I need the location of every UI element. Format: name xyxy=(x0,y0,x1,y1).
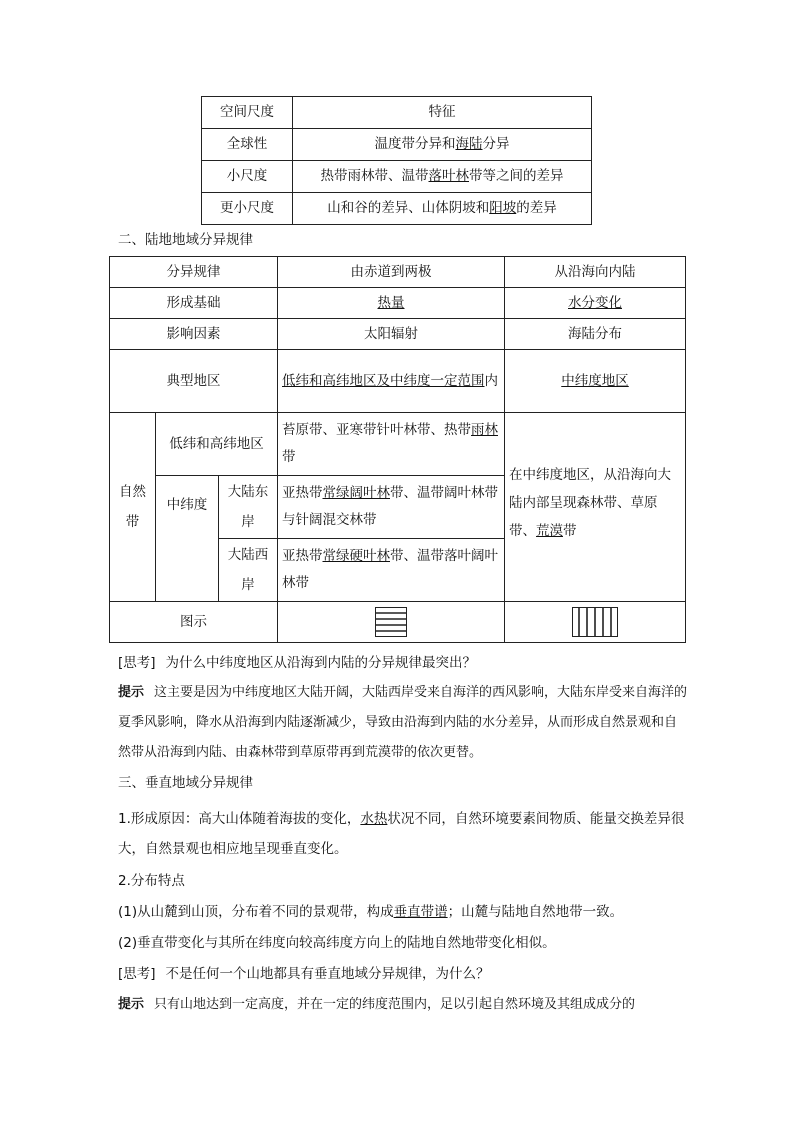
paragraph-distribution: 2.分布特点 xyxy=(118,873,185,889)
think2-question: [思考] 不是任何一个山地都具有垂直地域分异规律，为什么？ xyxy=(118,966,490,982)
scale-cell: 更小尺度 xyxy=(202,193,293,225)
paragraph-cause: 1.形成原因：高大山体随着海拔的变化，水热状况不同，自然环境要素间物质、能量交换差异很大，自然景观也相应地呈现垂直变化。 xyxy=(118,811,685,857)
zone-label: 自然带 xyxy=(110,413,156,602)
diagram-label: 图示 xyxy=(110,602,278,643)
factor-label: 影响因素 xyxy=(110,319,278,350)
west-coast-label: 大陆西岸 xyxy=(219,539,278,602)
feature-cell: 热带雨林带、温带落叶林带等之间的差异 xyxy=(293,161,592,193)
header-scale: 空间尺度 xyxy=(202,97,293,129)
lowhigh-zones: 苔原带、亚寒带针叶林带、热带雨林带 xyxy=(278,413,505,476)
region-equator: 低纬和高纬地区及中纬度一定范围内 xyxy=(278,350,505,413)
think1-hint: 提示 这主要是因为中纬度地区大陆开阔，大陆西岸受来自海洋的西风影响，大陆东岸受来自海洋的夏季风影响，降水从沿海到内陆逐渐减少，导致由沿海到内陆的水分差异，从而形成自然景观和自然带从沿海到内陆、由森林带到草原带再到荒漠带的依次更替。 xyxy=(118,685,688,760)
section2-title: 二、陆地地域分异规律 xyxy=(118,232,253,248)
east-coast-label: 大陆东岸 xyxy=(219,476,278,539)
mid-latitude-label: 中纬度 xyxy=(156,476,219,602)
basis-label: 形成基础 xyxy=(110,288,278,319)
land-zonation-table xyxy=(109,256,686,643)
basis-equator: 热量 xyxy=(278,288,505,319)
coast-zones: 在中纬度地区，从沿海向大陆内部呈现森林带、草原带、荒漠带 xyxy=(505,413,686,602)
spatial-scale-table xyxy=(201,96,592,225)
west-coast-zones: 亚热带常绿硬叶林带、温带落叶阔叶林带 xyxy=(278,539,505,602)
paragraph-item1: (1)从山麓到山顶，分布着不同的景观带，构成垂直带谱；山麓与陆地自然地带一致。 xyxy=(118,904,624,920)
header-rule: 分异规律 xyxy=(110,257,278,288)
section3-title: 三、垂直地域分异规律 xyxy=(118,775,253,791)
factor-coast: 海陆分布 xyxy=(505,319,686,350)
feature-cell: 山和谷的差异、山体阴坡和阳坡的差异 xyxy=(293,193,592,225)
region-label: 典型地区 xyxy=(110,350,278,413)
think2-hint: 提示 只有山地达到一定高度，并在一定的纬度范围内，足以引起自然环境及其组成成分的 xyxy=(118,997,636,1012)
think1-question: [思考] 为什么中纬度地区从沿海到内陆的分异规律最突出？ xyxy=(118,655,477,671)
east-coast-zones: 亚热带常绿阔叶林带、温带阔叶林带与针阔混交林带 xyxy=(278,476,505,539)
region-coast: 中纬度地区 xyxy=(505,350,686,413)
scale-cell: 全球性 xyxy=(202,129,293,161)
basis-coast: 水分变化 xyxy=(505,288,686,319)
header-coast: 从沿海向内陆 xyxy=(505,257,686,288)
scale-cell: 小尺度 xyxy=(202,161,293,193)
latitudinal-diagram xyxy=(278,602,505,643)
feature-cell: 温度带分异和海陆分异 xyxy=(293,129,592,161)
longitudinal-diagram xyxy=(505,602,686,643)
header-feature: 特征 xyxy=(293,97,592,129)
header-equator: 由赤道到两极 xyxy=(278,257,505,288)
lowhigh-label: 低纬和高纬地区 xyxy=(156,413,278,476)
paragraph-item2: (2)垂直带变化与其所在纬度向较高纬度方向上的陆地自然地带变化相似。 xyxy=(118,935,556,951)
factor-equator: 太阳辐射 xyxy=(278,319,505,350)
